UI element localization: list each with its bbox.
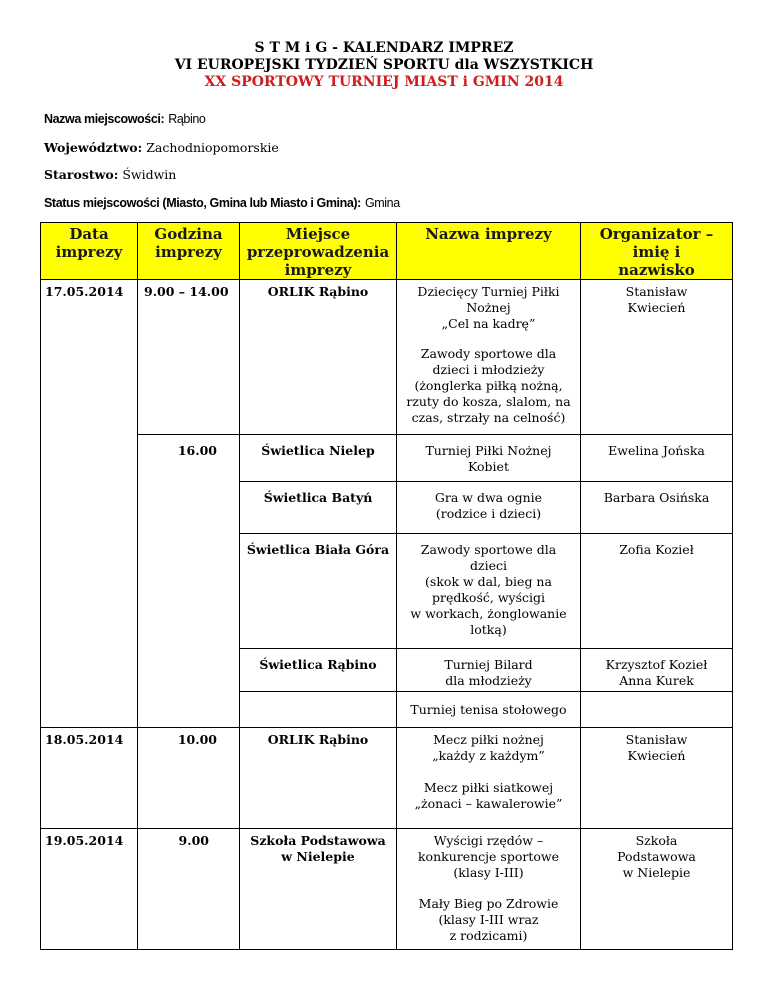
header-time: Godzina imprezy (154, 225, 223, 261)
meta-status (44, 195, 400, 210)
row-date: 19.05.2014 (45, 833, 124, 848)
row-event-secondary: Zawody sportowe dla dzieci i młodzieży (żonglerka piłką nożną, rzuty do kosza, slalom, na czas, strzały na celność) (406, 346, 571, 425)
header-organizer: Organizator – imię i nazwisko (599, 225, 714, 279)
table-row (41, 280, 733, 435)
table-header-row (41, 223, 733, 280)
row-place: Szkoła Podstawowa w Nielepie (250, 833, 386, 864)
locality-value: Rąbino (168, 112, 206, 126)
row-event: Turniej tenisa stołowego (410, 702, 567, 717)
row-event: Turniej Bilard dla młodzieży (444, 657, 533, 688)
row-organizer: Ewelina Jońska (608, 443, 705, 458)
row-place: Świetlica Biała Góra (246, 542, 390, 557)
row-organizer: Szkoła Podstawowa w Nielepie (617, 833, 696, 880)
row-place: ORLIK Rąbino (267, 732, 369, 747)
voivodeship-label: Województwo: (44, 140, 143, 155)
row-organizer: Krzysztof Kozieł Anna Kurek (605, 657, 708, 688)
row-event-secondary: Mecz piłki siatkowej „żonaci – kawalerowie” (414, 780, 563, 811)
title-line-3: XX SPORTOWY TURNIEJ MIAST i GMIN 2014 (204, 74, 564, 90)
status-label: Status miejscowości (Miasto, Gmina lub Miasto i Gmina): (44, 196, 361, 210)
row-place: Świetlica Nielep (261, 443, 375, 458)
header-event: Nazwa imprezy (425, 225, 552, 243)
row-time: 16.00 (177, 443, 217, 458)
header-place: Miejsce przeprowadzenia imprezy (246, 225, 390, 279)
row-event: Gra w dwa ognie (rodzice i dzieci) (434, 490, 543, 521)
row-event: Wyścigi rzędów – konkurencje sportowe (klasy I-III) (417, 833, 559, 880)
table-row (41, 829, 733, 950)
row-event-secondary: Mały Bieg po Zdrowie (klasy I-III wraz z rodzicami) (418, 896, 559, 943)
row-place: Świetlica Rąbino (259, 657, 377, 672)
county-value: Świdwin (122, 167, 177, 182)
row-date: 17.05.2014 (45, 284, 124, 299)
row-place: Świetlica Batyń (263, 490, 373, 505)
voivodeship-value: Zachodniopomorskie (146, 140, 279, 155)
row-event: Zawody sportowe dla dzieci (skok w dal, bieg na prędkość, wyścigi w workach, żonglowanie lotką) (410, 542, 567, 637)
row-event: Dziecięcy Turniej Piłki Nożnej „Cel na kadrę” (417, 284, 560, 331)
table-row (41, 435, 733, 482)
row-organizer: Zofia Kozieł (619, 542, 694, 557)
row-event: Mecz piłki nożnej „każdy z każdym” (432, 732, 545, 763)
county-label: Starostwo: (44, 167, 119, 182)
header-date: Data imprezy (55, 225, 123, 261)
row-event: Turniej Piłki Nożnej Kobiet (425, 443, 552, 474)
row-time: 10.00 (177, 732, 217, 747)
row-place: ORLIK Rąbino (267, 284, 369, 299)
row-time: 9.00 (178, 833, 209, 848)
meta-locality (44, 111, 205, 126)
table-row (41, 728, 733, 829)
row-organizer: Stanisław Kwiecień (625, 284, 688, 315)
row-date: 18.05.2014 (45, 732, 124, 747)
meta-county (44, 167, 176, 182)
status-value: Gmina (364, 196, 400, 210)
events-table (40, 222, 733, 950)
title-line-2: VI EUROPEJSKI TYDZIEŃ SPORTU dla WSZYSTKICH (174, 57, 594, 73)
row-organizer: Stanisław Kwiecień (625, 732, 688, 763)
meta-voivodeship (44, 140, 279, 155)
row-organizer: Barbara Osińska (603, 490, 710, 505)
locality-label: Nazwa miejscowości: (44, 112, 165, 126)
row-time: 9.00 – 14.00 (144, 284, 229, 299)
title-line-1: S T M i G - KALENDARZ IMPREZ (254, 40, 514, 56)
